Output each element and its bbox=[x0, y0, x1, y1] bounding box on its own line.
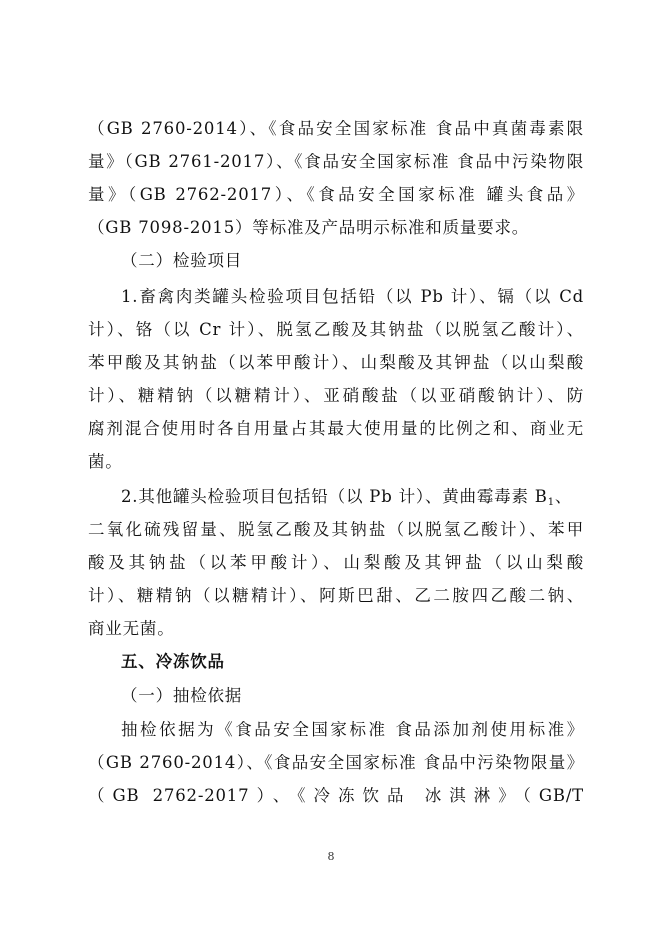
paragraph-line: （GB 2762-2017）、《冷冻饮品 冰淇淋》（GB/T bbox=[88, 786, 584, 805]
paragraph-line-with-subscript bbox=[121, 487, 584, 507]
paragraph-line: 苯甲酸及其钠盐（以苯甲酸计）、山梨酸及其钾盐（以山梨酸 bbox=[88, 353, 584, 372]
paragraph-line: （GB 2760-2014）、《食品安全国家标准 食品中污染物限量》 bbox=[88, 753, 584, 772]
paragraph-line: 商业无菌。 bbox=[88, 619, 175, 638]
paragraph-line: （GB 7098-2015）等标准及产品明示标准和质量要求。 bbox=[88, 218, 530, 237]
paragraph-line: 计）、糖精钠（以糖精计）、阿斯巴甜、乙二胺四乙酸二钠、 bbox=[88, 586, 584, 605]
paragraph-line: 量》（GB 2761-2017）、《食品安全国家标准 食品中污染物限 bbox=[88, 152, 584, 171]
paragraph-line: 计）、铬（以 Cr 计）、脱氢乙酸及其钠盐（以脱氢乙酸计）、 bbox=[88, 320, 584, 339]
paragraph-line: 1.畜禽肉类罐头检验项目包括铅（以 Pb 计）、镉（以 Cd bbox=[121, 287, 584, 306]
paragraph-line: 腐剂混合使用时各自用量占其最大使用量的比例之和、商业无 bbox=[88, 419, 584, 438]
paragraph-line: 抽检依据为《食品安全国家标准 食品添加剂使用标准》 bbox=[121, 720, 584, 739]
paragraph-line: 酸及其钠盐（以苯甲酸计）、山梨酸及其钾盐（以山梨酸 bbox=[88, 553, 584, 572]
section-subheading: （二）检验项目 bbox=[121, 251, 243, 270]
subscript-text: 1 bbox=[547, 497, 555, 508]
section-heading: 五、冷冻饮品 bbox=[121, 652, 225, 671]
page-number: 8 bbox=[327, 850, 335, 863]
paragraph-line: 二氧化硫残留量、脱氢乙酸及其钠盐（以脱氢乙酸计）、苯甲 bbox=[88, 520, 584, 539]
paragraph-line: 菌。 bbox=[88, 452, 123, 471]
line-text-tail: 、 bbox=[554, 487, 573, 506]
section-subheading: （一）抽检依据 bbox=[121, 686, 243, 705]
line-text: 2.其他罐头检验项目包括铅（以 Pb 计）、黄曲霉毒素 B bbox=[121, 487, 548, 506]
paragraph-line: 量》（GB 2762-2017）、《食品安全国家标准 罐头食品》 bbox=[88, 185, 584, 204]
paragraph-line: （GB 2760-2014）、《食品安全国家标准 食品中真菌毒素限 bbox=[88, 119, 584, 138]
paragraph-line: 计）、糖精钠（以糖精计）、亚硝酸盐（以亚硝酸钠计）、防 bbox=[88, 386, 584, 405]
